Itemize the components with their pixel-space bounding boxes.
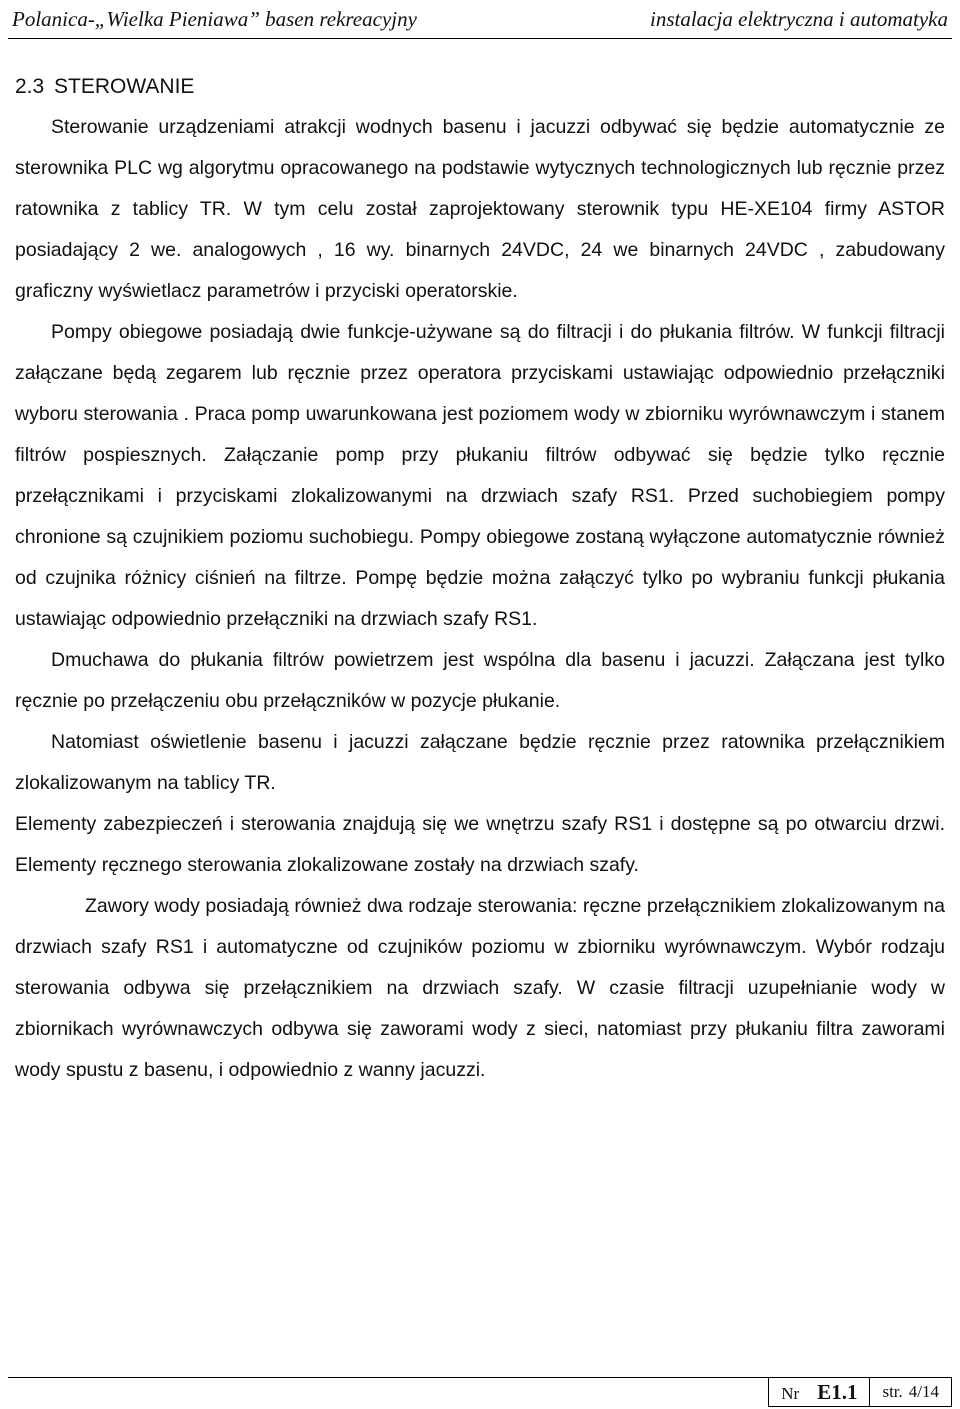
document-number-prefix: Nr [781,1384,800,1403]
paragraph-water-valves: Zawory wody posiadają również dwa rodzaje sterowania: ręczne przełącznikiem zlokalizowanym na drzwiach szafy RS1 i automatyczne od czujników poziomu w zbiorniku wyrównawczym. Wybór rodzaju sterowania odbywa się przełącznikiem na drzwiach szafy. W czasie filtracji uzupełnianie wody w zbiornikach wyrównawczych odbywa się zaworami wody z sieci, natomiast przy płukaniu filtra zaworami wody spustu z basenu, i odpowiednio z wanny jacuzzi. [15,895,945,1081]
header-project-title: Polanica-„Wielka Pieniawa” basen rekreacyjny [12,7,417,31]
page-number [869,1378,951,1406]
page-number-label: str. [882,1382,903,1401]
section-heading: 2.3 STEROWANIE [15,75,195,98]
paragraph-blower: Dmuchawa do płukania filtrów powietrzem jest wspólna dla basenu i jacuzzi. Załączana jest tylko ręcznie po przełączeniu obu przełączników w pozycje płukanie. [15,649,945,712]
page-header [8,0,952,39]
paragraph-protection-elements: Elementy zabezpieczeń i sterowania znajdują się we wnętrzu szafy RS1 i dostępne są po otwarciu drzwi. Elementy ręcznego sterowania zlokalizowane zostały na drzwiach szafy. [15,813,945,876]
paragraph-plc-control: Sterowanie urządzeniami atrakcji wodnych basenu i jacuzzi odbywać się będzie automatycznie ze sterownika PLC wg algorytmu opracowanego na podstawie wytycznych technologicznych lub ręcznie przez ratownika z tablicy TR. W tym celu został zaprojektowany sterownik typu HE-XE104 firmy ASTOR posiadający 2 we. analogowych , 16 wy. binarnych 24VDC, 24 we binarnych 24VDC , zabudowany graficzny wyświetlacz parametrów i przyciski operatorskie. [15,116,945,302]
paragraph-lighting: Natomiast oświetlenie basenu i jacuzzi załączane będzie ręcznie przez ratownika przełącznikiem zlokalizowanym na tablicy TR. [15,731,945,794]
paragraph-circulation-pumps: Pompy obiegowe posiadają dwie funkcje-używane są do filtracji i do płukania filtrów. W funkcji filtracji załączane będą zegarem lub ręcznie przez operatora przyciskami ustawiając odpowiednio przełączniki wyboru sterowania . Praca pomp uwarunkowana jest poziomem wody w zbiorniku wyrównawczym i stanem filtrów pospiesznych. Załączanie pomp przy płukaniu filtrów odbywać się będzie tylko ręcznie przełącznikami i przyciskami zlokalizowanymi na drzwiach szafy RS1. Przed suchobiegiem pompy chronione są czujnikiem poziomu suchobiegu. Pompy obiegowe zostaną wyłączone automatycznie również od czujnika różnicy ciśnień na filtrze. Pompę będzie można załączyć tylko po wybraniu funkcji płukania ustawiając odpowiednio przełączniki na drzwiach szafy RS1. [15,321,945,630]
document-number [769,1378,869,1406]
page-footer [8,1377,952,1408]
footer-info-box [768,1378,952,1407]
page-number-value: 4/14 [908,1382,939,1401]
header-document-subject: instalacja elektryczna i automatyka [649,7,948,31]
document-body [15,66,945,1091]
document-code: E1.1 [817,1380,858,1404]
